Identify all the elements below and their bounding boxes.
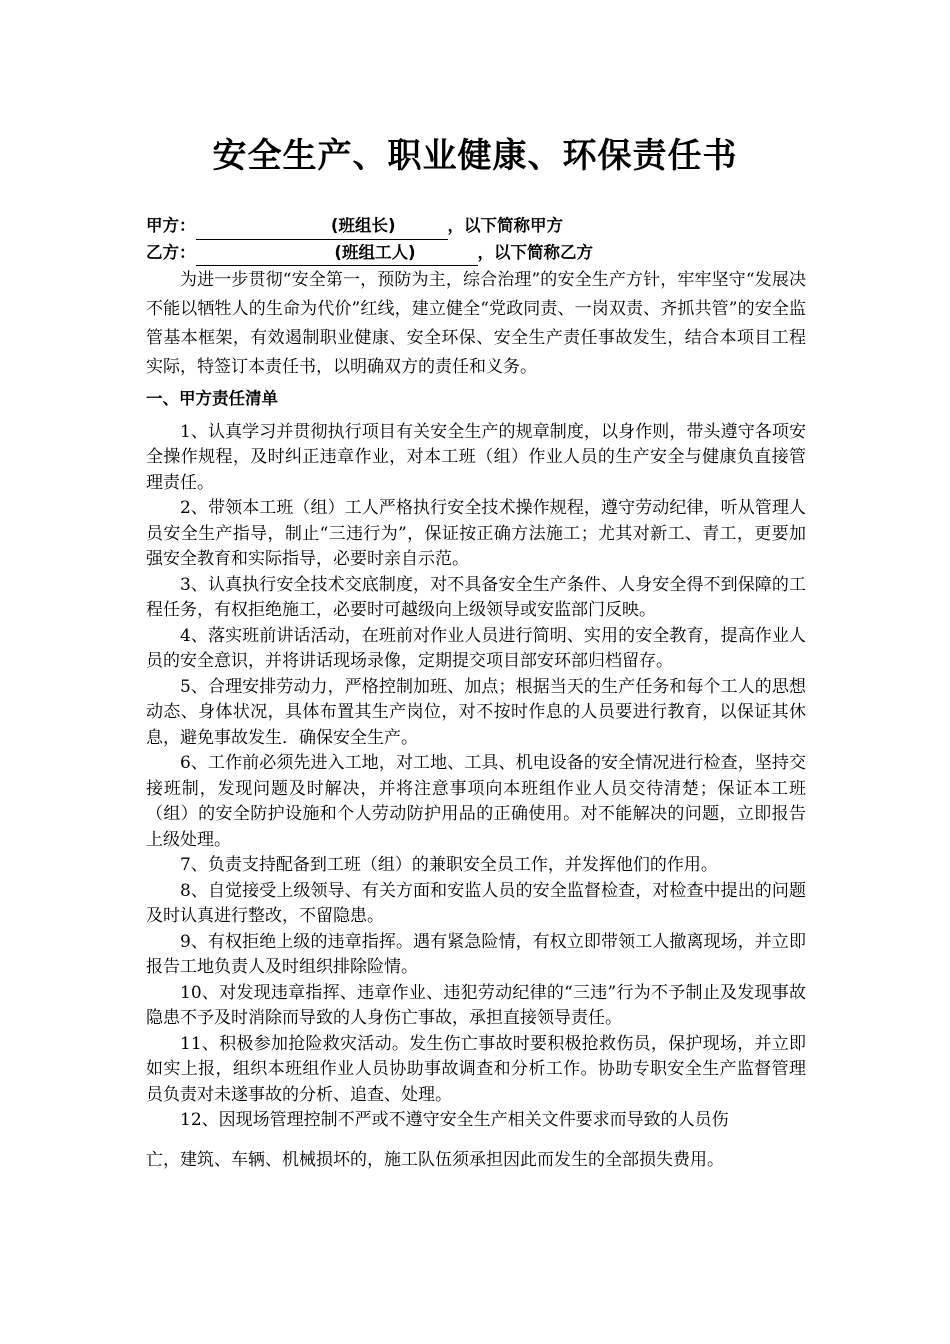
list-item: 1、认真学习并贯彻执行项目有关安全生产的规章制度，以身作则，带头遵守各项安全操作规程，及时纠正违章作业，对本工班（组）作业人员的生产安全与健康负直接管理责任。 [146, 421, 806, 493]
list-item: 10、对发现违章指挥、违章作业、违犯劳动纪律的“三违”行为不予制止及发现事故隐患不予及时消除而导致的人身伤亡事故，承担直接领导责任。 [146, 982, 806, 1028]
party-a-label: 甲方： [146, 216, 196, 235]
list-item: 9、有权拒绝上级的违章指挥。遇有紧急险情，有权立即带领工人撤离现场，并立即报告工地负责人及时组织排除险情。 [146, 931, 806, 977]
party-a-blank [196, 213, 448, 240]
list-item: 3、认真执行安全技术交底制度，对不具备安全生产条件、人身安全得不到保障的工程任务，有权拒绝施工，必要时可越级向上级领导或安监部门反映。 [146, 574, 806, 620]
list-item: 11、积极参加抢险救灾活动。发生伤亡事故时要积极抢救伤员，保护现场，并立即如实上报，组织本班组作业人员协助事故调查和分析工作。协助专职安全生产监督管理员负责对未遂事故的分析、追查、处理。 [146, 1033, 806, 1105]
intro-paragraph: 为进一步贯彻“安全第一，预防为主，综合治理”的安全生产方针，牢牢坚守“发展决不能以牺牲人的生命为代价”红线，建立健全“党政同责、一岗双责、齐抓共管”的安全监管基本框架，有效遏制职业健康、安全环保、安全生产责任事故发生，结合本项目工程实际，特签订本责任书，以明确双方的责任和义务。 [146, 270, 806, 377]
list-item-continuation: 亡，建筑、车辆、机械损坏的，施工队伍须承担因此而发生的全部损失费用。 [146, 1149, 724, 1170]
list-item: 8、自觉接受上级领导、有关方面和安监人员的安全监督检查，对检查中提出的问题及时认真进行整改，不留隐患。 [146, 880, 806, 926]
party-b-suffix: ，以下简称乙方 [477, 242, 593, 262]
list-item: 2、带领本工班（组）工人严格执行安全技术操作规程，遵守劳动纪律，听从管理人员安全生产指导，制止“三违行为”，保证按正确方法施工；尤其对新工、青工，更要加强安全教育和实际指导，必要时亲自示范。 [146, 498, 806, 569]
list-item: 5、合理安排劳动力，严格控制加班、加点；根据当天的生产任务和每个工人的思想动态、身体状况，具体布置其生产岗位，对不按时作息的人员要进行教育，以保证其休息，避免事故发生．确保安全生产。 [146, 676, 806, 748]
list-item: 4、落实班前讲话活动，在班前对作业人员进行简明、实用的安全教育，提高作业人员的安全意识，并将讲话现场录像，定期提交项目部安环部归档留存。 [146, 625, 806, 671]
party-a-role: (班组长) [330, 216, 396, 235]
section-heading: 一、甲方责任清单 [146, 389, 278, 408]
document-body [146, 213, 806, 1173]
party-b-role: (班组工人) [334, 242, 416, 262]
party-a-line [146, 213, 806, 240]
document-title: 安全生产、职业健康、环保责任书 [212, 136, 738, 176]
list-item: 7、负责支持配备到工班（组）的兼职安全员工作，并发挥他们的作用。 [180, 855, 718, 875]
list-item: 6、工作前必须先进入工地，对工地、工具、机电设备的安全情况进行检查，坚持交接班制，发现问题及时解决，并将注意事项向本班组作业人员交待清楚；保证本工班（组）的安全防护设施和个人劳动防护用品的正确使用。对不能解决的问题，立即报告上级处理。 [146, 753, 806, 850]
party-b-label: 乙方： [146, 242, 196, 262]
party-b-blank [196, 240, 478, 267]
party-a-suffix: ，以下简称甲方 [447, 216, 563, 235]
list-item: 12、因现场管理控制不严或不遵守安全生产相关文件要求而导致的人员伤 [180, 1110, 729, 1130]
party-b-line [146, 240, 806, 267]
